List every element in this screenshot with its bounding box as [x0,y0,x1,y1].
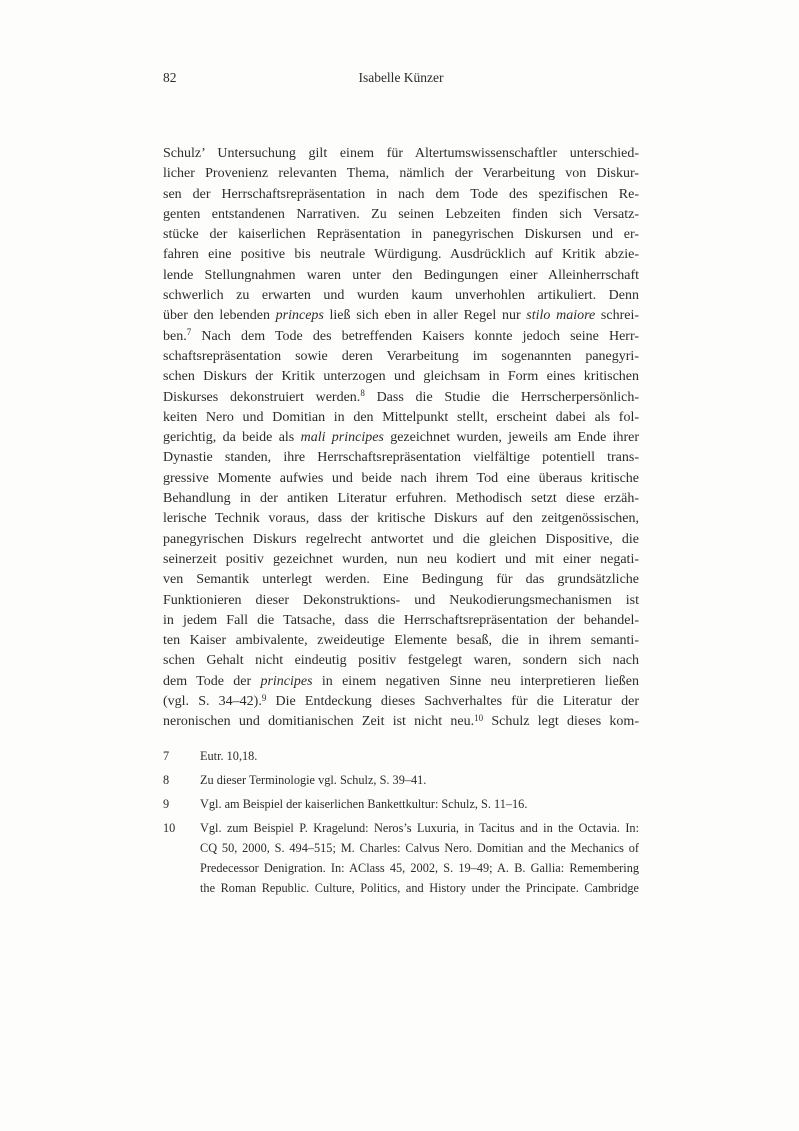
body-text-line [163,428,639,448]
text-run: ließ sich eben in aller Regel nur [323,308,527,324]
body-text-line [163,408,639,428]
footnote-number: 8 [163,773,170,787]
text-run: Behandlung in der antiken Literatur erfuhren. Methodisch setzt diese erzäh- [163,491,639,507]
body-text-line [163,692,639,712]
text-run: gezeichnet wurden, jeweils am Ende ihrer [383,430,640,446]
body-text-line [163,266,639,286]
text-run: keiten Nero und Domitian in den Mittelpunkt stellt, erscheint dabei als fol- [163,409,639,425]
text-run: stücke der kaiserlichen Repräsentation in panegyrischen Diskursen und er- [163,227,639,243]
body-text-line [163,185,639,205]
text-run: Funktionieren dieser Dekonstruktions- und Neukodierungsmechanismen ist [163,592,639,608]
body-text-line [163,205,639,225]
body-text-line [163,164,639,184]
body-text-line [163,489,639,509]
footnote-number: 10 [163,821,176,835]
text-run: fahren eine positive bis neutrale Würdigung. Ausdrücklich auf Kritik abzie- [163,247,639,263]
text-run: gerichtig, da beide als [163,430,301,446]
body-text-line [163,347,639,367]
body-text-line [163,448,639,468]
footnote [163,794,639,814]
text-run: licher Provenienz relevanten Thema, nämlich der Verarbeitung von Diskur- [163,166,639,182]
body-text-line [163,570,639,590]
body-text-line [163,672,639,692]
text-run: ben. [163,328,187,344]
text-run: panegyrischen Diskurs regelrecht antwortet und die gleichen Dispositive, die [163,531,639,547]
text-run: Schulz’ Untersuchung gilt einem für Altertumswissenschaftler unterschied- [163,146,639,161]
body-text-line [163,286,639,306]
text-run: Diskurses dekonstruiert werden. [163,389,361,405]
page-header [163,69,639,87]
text-run: schwerlich zu erwarten und wurden kaum unverhohlen artikuliert. Denn [163,288,639,304]
text-run: Die Entdeckung dieses Sachverhaltes für die Literatur der [266,694,639,710]
body-text-line [163,550,639,570]
footnote-text-line: Predecessor Denigration. In: AClass 45, 2002, S. 19–49; A. B. Gallia: Remembering [200,861,639,875]
body-text-line [163,591,639,611]
italic-term: principes [260,673,313,689]
text-run: Nach dem Tode des betreffenden Kaisers konnte jedoch seine Herr- [191,328,639,344]
text-run: lende Stellungnahmen waren unter den Bedingungen einer Alleinherrschaft [163,267,639,283]
footnote [163,746,639,766]
body-text-line [163,611,639,631]
text-run: ten Kaiser ambivalente, zweideutige Elemente besaß, die in ihrem semanti- [163,633,639,649]
italic-term: princeps [275,308,324,324]
footnote-text-line: Vgl. am Beispiel der kaiserlichen Bankettkultur: Schulz, S. 11–16. [200,797,528,811]
footnote [163,818,639,898]
footnote-reference: 10 [474,712,484,723]
footnote-text-line: Zu dieser Terminologie vgl. Schulz, S. 39–41. [200,773,427,787]
text-run: schen Diskurs der Kritik unterzogen und gleichsam in Form eines kritischen [163,369,639,385]
body-text-line [163,245,639,265]
footnote-reference: 7 [186,327,192,338]
body-text-line [163,306,639,326]
footnotes-section [163,746,639,902]
text-run: schaftsrepräsentation sowie deren Verarbeitung im sogenannten panegyri- [163,348,639,364]
text-run: Dynastie standen, ihre Herrschaftsrepräsentation vielfältige potentiell trans- [163,450,639,466]
footnote-reference: 9 [261,692,267,703]
text-run: lerische Technik voraus, dass der kritische Diskurs auf den zeitgenössischen, [163,511,639,527]
body-text-line [163,712,639,732]
footnote-number: 7 [163,749,170,763]
text-run: über den lebenden [163,308,276,324]
footnote-text-line: Vgl. zum Beispiel P. Kragelund: Neros’s Luxuria, in Tacitus and in the Octavia. In: [200,821,639,835]
text-run: Schulz legt dieses kom- [483,714,639,730]
running-title: Isabelle Künzer [358,70,444,85]
footnote-reference: 8 [360,388,365,399]
italic-term: stilo maiore [526,308,596,324]
body-text-line [163,530,639,550]
text-run: dem Tode der [163,673,261,689]
footnote-number: 9 [163,797,170,811]
footnote-text-line: CQ 50, 2000, S. 494–515; M. Charles: Calvus Nero. Domitian and the Mechanics of [200,841,639,855]
body-text-line [163,631,639,651]
text-run: Dass die Studie die Herrscherpersönlich- [364,389,639,405]
text-run: gressive Momente aufwies und beide nach ihrem Tod eine überaus kritische [163,470,639,486]
body-text-line [163,367,639,387]
body-text-line [163,327,639,347]
body-text [163,144,639,733]
text-run: seinerzeit positiv gezeichnet wurden, nun neu kodiert und mit einer negati- [163,551,639,567]
footnote [163,770,639,790]
footnote-text-line: the Roman Republic. Culture, Politics, and History under the Principate. Cambridge [200,881,639,895]
text-run: in jedem Fall die Tatsache, dass die Herrschaftsrepräsentation der behandel- [163,612,639,628]
body-text-line [163,651,639,671]
text-run: schen Gehalt nicht eindeutig positiv festgelegt waren, sondern sich nach [163,653,639,669]
body-text-line [163,469,639,489]
body-text-line [163,225,639,245]
text-run: (vgl. S. 34–42). [163,694,262,710]
text-run: ven Semantik unterlegt werden. Eine Bedingung für das grundsätzliche [163,572,639,588]
text-run: neronischen und domitianischen Zeit ist nicht neu. [163,714,475,730]
text-run: sen der Herrschaftsrepräsentation in nach dem Tode des spezifischen Re- [163,186,639,202]
footnote-text-line: Eutr. 10,18. [200,749,258,763]
body-text-line [163,388,639,408]
page-number: 82 [163,70,177,85]
text-run: schrei- [595,308,639,324]
body-text-line [163,509,639,529]
italic-term: mali principes [300,430,384,446]
text-run: in einem negativen Sinne neu interpretieren ließen [312,673,640,689]
text-run: genten entstandenen Narrativen. Zu seinen Lebzeiten finden sich Versatz- [163,206,639,222]
body-text-line [163,144,639,164]
